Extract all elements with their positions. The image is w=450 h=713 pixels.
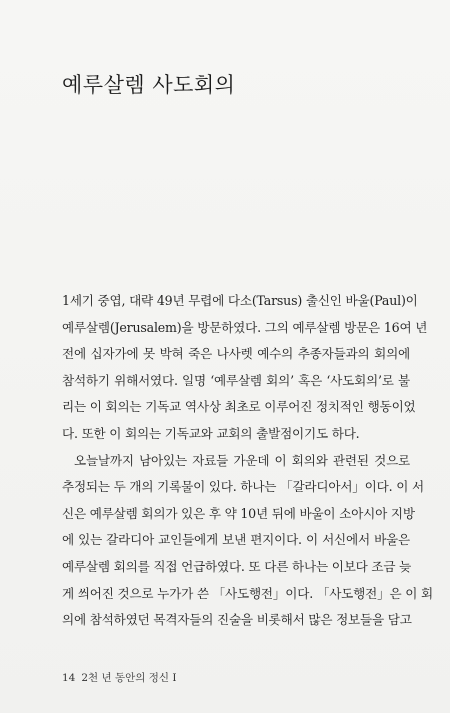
text-line: 리는 이 회의는 기독교 역사상 최초로 이루어진 정치적인 행동이었 — [62, 399, 416, 415]
text-line: 예루살렘(Jerusalem)을 방문하였다. 그의 예루살렘 방문은 16여 년 — [62, 319, 428, 335]
body-text — [62, 288, 433, 634]
text-line: 1세기 중엽, 대략 49년 무렵에 다소(Tarsus) 출신인 바울(Paul)이 — [62, 293, 418, 308]
text-line: 참석하기 위해서였다. 일명 ‘예루살렘 회의’ 혹은 ‘사도회의’로 불 — [62, 372, 410, 388]
running-title: 2천 년 동안의 정신 I — [81, 672, 177, 684]
text-line: 신은 예루살렘 회의가 있은 후 약 10년 뒤에 바울이 소아시아 지방 — [62, 505, 415, 521]
text-line: 게 씌어진 것으로 누가가 쓴 「사도행전」이다. 「사도행전」은 이 회 — [62, 585, 433, 601]
text-line: 다. 또한 이 회의는 기독교와 교회의 출발점이기도 하다. — [62, 425, 360, 441]
text-line: 오늘날까지 남아있는 자료들 가운데 이 회의와 관련된 것으로 — [74, 452, 410, 468]
text-line: 의에 참석하였던 목격자들의 진술을 비롯해서 많은 정보들을 담고 — [62, 612, 412, 628]
text-line: 에 있는 갈라디아 교인들에게 보낸 편지이다. 이 서신에서 바울은 — [62, 532, 410, 548]
page-footer — [62, 670, 177, 685]
paragraph-1 — [62, 288, 428, 448]
text-line: 예루살렘 회의를 직접 언급하였다. 또 다른 하나는 이보다 조금 늦 — [62, 558, 412, 574]
page-number: 14 — [62, 672, 76, 684]
text-line: 추정되는 두 개의 기록물이 있다. 하나는 「갈라디아서」이다. 이 서 — [62, 479, 424, 495]
paragraph-2 — [62, 448, 433, 634]
text-line: 전에 십자가에 못 박혀 죽은 나사렛 예수의 추종자들과의 회의에 — [62, 346, 410, 362]
chapter-title: 예루살렘 사도회의 — [62, 73, 236, 97]
